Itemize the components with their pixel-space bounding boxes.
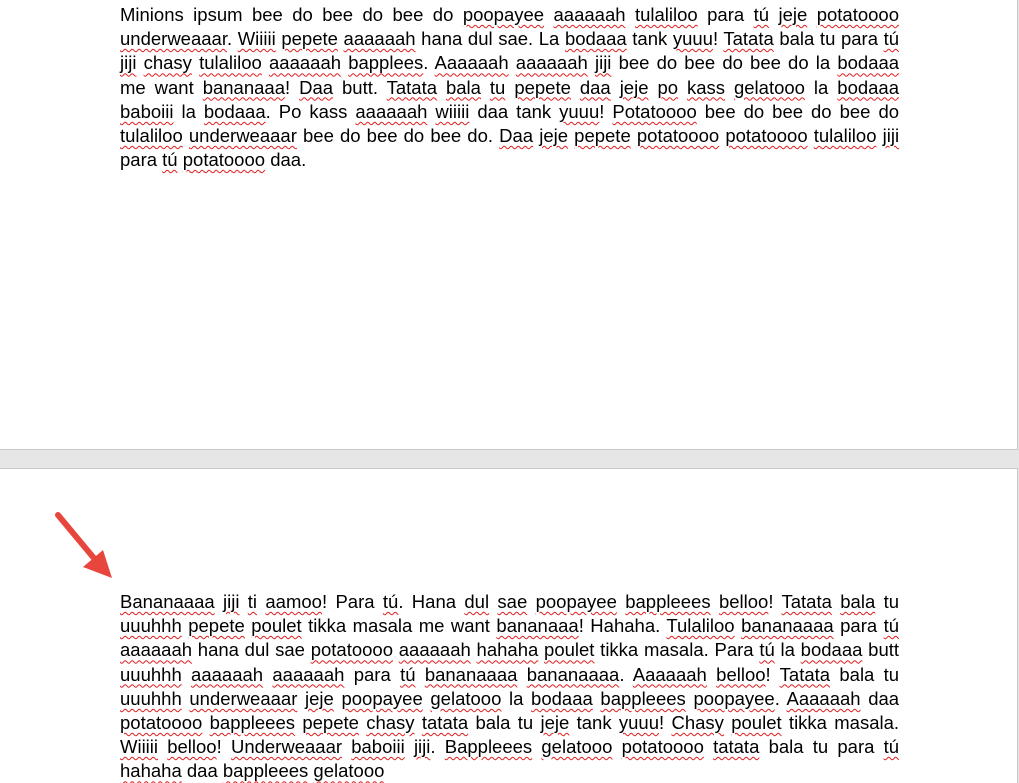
misspelled-word[interactable]: bananaaaa (741, 615, 834, 637)
misspelled-word[interactable]: underweaaar (120, 28, 227, 50)
misspelled-word[interactable]: potatoooo (120, 712, 203, 734)
misspelled-word[interactable]: pepete (514, 76, 571, 98)
misspelled-word[interactable]: jeje (305, 687, 334, 709)
misspelled-word[interactable]: pepete (574, 125, 631, 147)
misspelled-word[interactable]: aaaaaah (191, 663, 264, 685)
misspelled-word[interactable]: aaaaaah (355, 100, 428, 122)
misspelled-word[interactable]: bodaaa (800, 639, 863, 661)
misspelled-word[interactable]: bala (840, 591, 876, 612)
misspelled-word[interactable]: bodaaa (203, 100, 266, 122)
misspelled-word[interactable]: gelatooo (541, 736, 613, 758)
misspelled-word[interactable]: tú (883, 615, 900, 637)
misspelled-word[interactable]: wiiiii (435, 100, 470, 122)
misspelled-word[interactable]: tulaliloo (813, 125, 877, 147)
misspelled-word[interactable]: jeje (539, 125, 569, 147)
misspelled-word[interactable]: potatoooo (816, 4, 899, 25)
misspelled-word[interactable]: poulet (544, 639, 595, 661)
misspelled-word[interactable]: Daa (499, 125, 534, 147)
misspelled-word[interactable]: jiji (120, 52, 137, 74)
misspelled-word[interactable]: Wiiiii (120, 736, 159, 758)
misspelled-word[interactable]: Tatata (386, 76, 438, 98)
misspelled-word[interactable]: aaaaaah (120, 639, 193, 661)
misspelled-word[interactable]: gelatooo (430, 687, 502, 709)
misspelled-word[interactable]: tu (489, 76, 506, 98)
misspelled-word[interactable]: uuuhhh (120, 663, 182, 685)
misspelled-word[interactable]: pepete (302, 712, 359, 734)
misspelled-word[interactable]: uuuhhh (120, 615, 182, 637)
misspelled-word[interactable]: Tulaliloo (666, 615, 735, 637)
misspelled-word[interactable]: bodaaa (837, 76, 900, 98)
misspelled-word[interactable]: chasy (366, 712, 415, 734)
misspelled-word[interactable]: tú (400, 663, 416, 685)
misspelled-word[interactable]: baboiii (351, 736, 405, 758)
misspelled-word[interactable]: Tatata (781, 591, 832, 612)
misspelled-word[interactable]: Aaaaaah (434, 52, 509, 74)
misspelled-word[interactable]: aaaaaah (515, 52, 588, 74)
misspelled-word[interactable]: tú (382, 591, 399, 612)
misspelled-word[interactable]: jiji (413, 736, 431, 758)
misspelled-word[interactable]: kass (686, 76, 726, 98)
misspelled-word[interactable]: bananaaaa (424, 663, 518, 685)
misspelled-word[interactable]: pepete (281, 28, 338, 50)
misspelled-word[interactable]: tulaliloo (634, 4, 698, 25)
misspelled-word[interactable]: poopayee (341, 687, 423, 709)
body-paragraph[interactable]: Bananaaaa jiji ti aamoo! Para tú. Hana dul sae poopayee bappleees belloo! Tatata bala tu uuuhhh pepete poulet tikka masala me want bananaaa! Hahaha. Tulaliloo bananaaaa para tú aaaaaah hana dul sae potatoooo aaaaaah hahaha poulet tikka masala. Para tú la bodaaa butt uuuhhh aaaaaah aaaaaah para tú bananaaaa bananaaaa. Aaaaaah belloo! Tatata bala tu uuuhhh underweaaar jeje poopayee gelatooo la bodaaa bappleees poopayee. Aaaaaah daa potatoooo bappleees pepete chasy tatata bala tu jeje tank yuuu! Chasy poulet tikka masala. Wiiiii belloo! Underweaaar baboiii jiji. Bappleees gelatooo potatoooo tatata bala tu para tú hahaha daa bappleees gelatooo (120, 591, 900, 782)
misspelled-word[interactable]: jeje (778, 4, 808, 25)
misspelled-word[interactable]: aaaaaah (269, 52, 342, 74)
misspelled-word[interactable]: bananaaa (202, 76, 285, 98)
misspelled-word[interactable]: belloo (718, 591, 769, 612)
misspelled-word[interactable]: tú (759, 639, 775, 661)
misspelled-word[interactable]: baboiii (120, 100, 174, 122)
misspelled-word[interactable]: chasy (143, 52, 192, 74)
misspelled-word[interactable]: poulet (731, 712, 782, 734)
misspelled-word[interactable]: Underweaaar (230, 736, 343, 758)
misspelled-word[interactable]: underweaaar (189, 687, 298, 709)
misspelled-word[interactable]: yuuu (559, 100, 600, 122)
misspelled-word[interactable]: bappleees (600, 687, 686, 709)
annotation-arrow-icon (50, 508, 120, 582)
misspelled-word[interactable]: ti (247, 591, 258, 612)
misspelled-word[interactable]: tú (162, 149, 178, 171)
misspelled-word[interactable]: Bappleees (444, 736, 533, 758)
document-page-2[interactable] (0, 468, 1018, 783)
misspelled-word[interactable]: poulet (251, 615, 302, 637)
misspelled-word[interactable]: potatoooo (310, 639, 394, 661)
misspelled-word[interactable]: potatoooo (725, 125, 808, 147)
misspelled-word[interactable]: bapplees (348, 52, 424, 74)
misspelled-word[interactable]: aamoo (265, 591, 322, 612)
misspelled-word[interactable]: Aaaaaah (786, 687, 861, 709)
misspelled-word[interactable]: belloo (716, 663, 766, 685)
misspelled-word[interactable]: tatata (421, 712, 469, 734)
misspelled-word[interactable]: bananaaa (496, 615, 579, 637)
misspelled-word[interactable]: poopayee (535, 591, 617, 612)
misspelled-word[interactable]: jiji (882, 125, 900, 147)
misspelled-word[interactable]: Chasy (671, 712, 724, 734)
misspelled-word[interactable]: Wiiiii (237, 28, 276, 50)
misspelled-word[interactable]: tú (753, 4, 770, 25)
misspelled-word[interactable]: underweaaar (188, 125, 297, 147)
misspelled-word[interactable]: Bananaaaa (120, 591, 215, 612)
misspelled-word[interactable]: aaaaaah (398, 639, 471, 661)
misspelled-word[interactable]: Potatoooo (612, 100, 697, 122)
misspelled-word[interactable]: tú (883, 736, 900, 758)
misspelled-word[interactable]: jeje (619, 76, 649, 98)
misspelled-word[interactable]: jiji (594, 52, 612, 74)
misspelled-word[interactable]: dul (464, 591, 490, 612)
misspelled-word[interactable]: daa (579, 76, 611, 98)
misspelled-word[interactable]: potatoooo (636, 125, 720, 147)
misspelled-word[interactable]: pepete (188, 615, 245, 637)
misspelled-word[interactable]: sae (497, 591, 528, 612)
misspelled-word[interactable]: belloo (167, 736, 217, 758)
misspelled-word[interactable]: bodaaa (531, 687, 593, 709)
misspelled-word[interactable]: bananaaaa (526, 663, 620, 685)
misspelled-word[interactable]: tatata (713, 736, 760, 758)
misspelled-word[interactable]: poopayee (462, 4, 545, 25)
misspelled-word[interactable]: tulaliloo (199, 52, 262, 74)
misspelled-word[interactable]: hahaha (476, 639, 539, 661)
misspelled-word[interactable]: aaaaaah (553, 4, 626, 25)
misspelled-word[interactable]: Aaaaaah (632, 663, 707, 685)
misspelled-word[interactable]: aaaaaah (343, 28, 416, 50)
misspelled-word[interactable]: po (657, 76, 679, 98)
misspelled-word[interactable]: gelatooo (733, 76, 805, 98)
misspelled-word[interactable]: jiji (223, 591, 240, 612)
body-paragraph[interactable]: Minions ipsum bee do bee do bee do poopayee aaaaaah tulaliloo para tú jeje potatoooo underweaaar. Wiiiii pepete aaaaaah hana dul sae. La bodaaa tank yuuu! Tatata bala tu para tú jiji chasy tulaliloo aaaaaah bapplees. Aaaaaah aaaaaah jiji bee do bee do bee do la bodaaa me want bananaaa! Daa butt. Tatata bala tu pepete daa jeje po kass gelatooo la bodaaa baboiii la bodaaa. Po kass aaaaaah wiiiii daa tank yuuu! Potatoooo bee do bee do bee do tulaliloo underweaaar bee do bee do bee do. Daa jeje pepete potatoooo potatoooo tulaliloo jiji para tú potatoooo daa. (120, 4, 900, 171)
misspelled-word[interactable]: aaaaaah (272, 663, 345, 685)
misspelled-word[interactable]: bodaaa (837, 52, 900, 74)
misspelled-word[interactable]: bodaaa (564, 28, 627, 50)
misspelled-word[interactable]: yuuu (672, 28, 713, 50)
misspelled-word[interactable]: tulaliloo (120, 125, 183, 147)
misspelled-word[interactable]: yuuu (618, 712, 659, 734)
misspelled-word[interactable]: Daa (299, 76, 334, 98)
misspelled-word[interactable]: bappleees (209, 712, 296, 734)
misspelled-word[interactable]: Tatata (779, 663, 831, 685)
misspelled-word[interactable]: bappleees (625, 591, 711, 612)
misspelled-word[interactable]: bappleees (222, 760, 309, 782)
misspelled-word[interactable]: poopayee (693, 687, 775, 709)
misspelled-word[interactable]: gelatooo (313, 760, 385, 782)
misspelled-word[interactable]: uuuhhh (120, 687, 182, 709)
misspelled-word[interactable]: potatoooo (182, 149, 266, 171)
misspelled-word[interactable]: jeje (540, 712, 570, 734)
misspelled-word[interactable]: bala (445, 76, 481, 98)
misspelled-word[interactable]: tú (883, 28, 900, 50)
misspelled-word[interactable]: potatoooo (621, 736, 704, 758)
misspelled-word[interactable]: Tatata (723, 28, 774, 50)
misspelled-word[interactable]: hahaha (120, 760, 182, 782)
